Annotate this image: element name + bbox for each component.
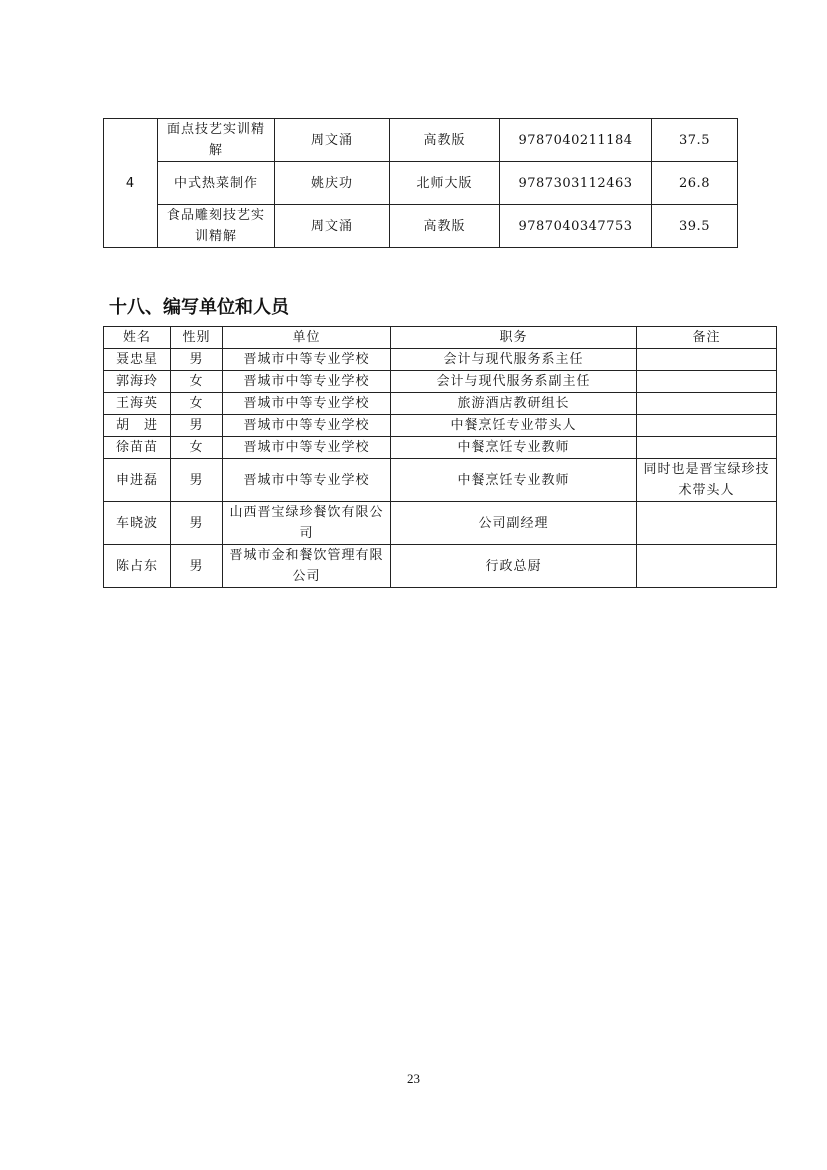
- table-row: [104, 393, 777, 415]
- header-note: 备注: [637, 327, 777, 349]
- staff-gender: 女: [171, 437, 223, 459]
- table-row: [104, 437, 777, 459]
- staff-unit: 晋城市中等专业学校: [223, 371, 391, 393]
- staff-name: 胡 进: [104, 415, 171, 437]
- book-author: 周文涌: [275, 205, 390, 248]
- book-title: 食品雕刻技艺实训精解: [158, 205, 275, 248]
- staff-name: 陈占东: [104, 545, 171, 588]
- staff-position: 公司副经理: [391, 502, 637, 545]
- staff-unit: 晋城市中等专业学校: [223, 437, 391, 459]
- book-publisher: 高教版: [390, 119, 500, 162]
- staff-unit: 晋城市中等专业学校: [223, 393, 391, 415]
- staff-unit: 晋城市中等专业学校: [223, 415, 391, 437]
- staff-position: 会计与现代服务系副主任: [391, 371, 637, 393]
- table-row: [104, 415, 777, 437]
- textbook-table: [103, 118, 738, 248]
- table-row: [104, 119, 738, 162]
- staff-note: [637, 437, 777, 459]
- page-number: 23: [407, 1071, 420, 1086]
- book-isbn: 9787303112463: [500, 162, 652, 205]
- book-price: 37.5: [652, 119, 738, 162]
- staff-position: 中餐烹饪专业带头人: [391, 415, 637, 437]
- book-isbn: 9787040211184: [500, 119, 652, 162]
- staff-gender: 女: [171, 393, 223, 415]
- staff-position: 旅游酒店教研组长: [391, 393, 637, 415]
- staff-gender: 男: [171, 349, 223, 371]
- staff-name: 聂忠星: [104, 349, 171, 371]
- book-title: 中式热菜制作: [158, 162, 275, 205]
- table-row: [104, 205, 738, 248]
- staff-position: 会计与现代服务系主任: [391, 349, 637, 371]
- staff-unit: 晋城市中等专业学校: [223, 459, 391, 502]
- staff-position: 中餐烹饪专业教师: [391, 437, 637, 459]
- staff-gender: 女: [171, 371, 223, 393]
- section-title: 十八、编写单位和人员: [109, 297, 289, 318]
- book-price: 26.8: [652, 162, 738, 205]
- staff-gender: 男: [171, 415, 223, 437]
- staff-gender: 男: [171, 502, 223, 545]
- book-publisher: 高教版: [390, 205, 500, 248]
- table-row: [104, 371, 777, 393]
- staff-name: 车晓波: [104, 502, 171, 545]
- table-row: [104, 459, 777, 502]
- staff-note: [637, 393, 777, 415]
- book-isbn: 9787040347753: [500, 205, 652, 248]
- staff-note: [637, 371, 777, 393]
- staff-name: 申进磊: [104, 459, 171, 502]
- book-author: 姚庆功: [275, 162, 390, 205]
- book-author: 周文涌: [275, 119, 390, 162]
- staff-note: [637, 545, 777, 588]
- header-position: 职务: [391, 327, 637, 349]
- header-name: 姓名: [104, 327, 171, 349]
- book-publisher: 北师大版: [390, 162, 500, 205]
- book-price: 39.5: [652, 205, 738, 248]
- staff-note: [637, 349, 777, 371]
- header-unit: 单位: [223, 327, 391, 349]
- table-row: [104, 545, 777, 588]
- group-number: 4: [104, 119, 158, 248]
- staff-note: 同时也是晋宝绿珍技术带头人: [637, 459, 777, 502]
- table-row: [104, 162, 738, 205]
- staff-unit: 晋城市金和餐饮管理有限公司: [223, 545, 391, 588]
- staff-unit: 晋城市中等专业学校: [223, 349, 391, 371]
- staff-note: [637, 415, 777, 437]
- staff-name: 王海英: [104, 393, 171, 415]
- staff-name: 郭海玲: [104, 371, 171, 393]
- staff-note: [637, 502, 777, 545]
- table-header-row: [104, 327, 777, 349]
- staff-position: 行政总厨: [391, 545, 637, 588]
- staff-gender: 男: [171, 545, 223, 588]
- staff-position: 中餐烹饪专业教师: [391, 459, 637, 502]
- table-row: [104, 502, 777, 545]
- table-row: [104, 349, 777, 371]
- staff-name: 徐苗苗: [104, 437, 171, 459]
- header-gender: 性别: [171, 327, 223, 349]
- staff-table: [103, 326, 777, 588]
- book-title: 面点技艺实训精解: [158, 119, 275, 162]
- staff-gender: 男: [171, 459, 223, 502]
- staff-unit: 山西晋宝绿珍餐饮有限公司: [223, 502, 391, 545]
